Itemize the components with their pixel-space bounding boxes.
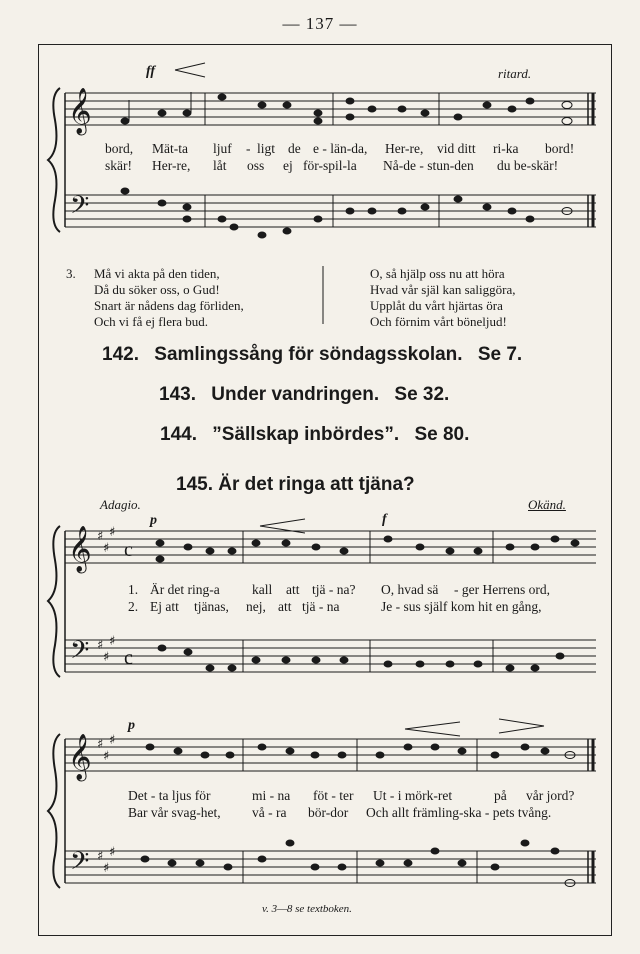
bass-clef-icon: 𝄢 — [70, 191, 90, 226]
svg-text:♯: ♯ — [97, 737, 104, 752]
verse3-right-column: O, så hjälp oss nu att höra Hvad vår själ kan saliggöra, Upplåt du vårt hjärtas öra Och förnim vårt böneljud! — [370, 266, 516, 329]
svg-text:♯: ♯ — [109, 525, 116, 540]
dynamic-f: f — [382, 512, 387, 527]
reference-144: 144. ”Sällskap inbördes”. Se 80. — [160, 424, 470, 445]
tempo-adagio: Adagio. — [100, 497, 141, 512]
svg-text:♯: ♯ — [103, 650, 110, 665]
dynamic-ff: ff — [146, 64, 156, 79]
reference-142: 142. Samlingssång för söndagsskolan. Se 7. — [102, 344, 523, 365]
notes-145-s1-bass — [158, 645, 564, 671]
treble-clef-icon: 𝄞 — [68, 88, 92, 134]
svg-text:𝄞: 𝄞 — [68, 526, 92, 572]
notes-145-s2-bass — [141, 840, 575, 887]
staff-lines-145-s1-treble — [65, 531, 596, 563]
svg-text:♯: ♯ — [97, 849, 104, 864]
staff-lines-145-s2-treble — [65, 739, 596, 771]
dynamic-p: p — [150, 513, 157, 528]
ritard-marking: ritard. — [498, 66, 532, 81]
footnote: v. 3—8 se textboken. — [262, 903, 352, 915]
svg-text:♯: ♯ — [103, 749, 110, 764]
notes-145-s2-treble — [146, 744, 575, 759]
svg-text:c: c — [124, 647, 133, 669]
notes-145-s1-treble — [156, 536, 579, 562]
dynamic-p2: p — [128, 718, 135, 733]
svg-text:c: c — [124, 539, 133, 561]
svg-text:𝄢: 𝄢 — [70, 847, 90, 882]
svg-text:𝄢: 𝄢 — [70, 636, 90, 671]
svg-text:♯: ♯ — [97, 638, 104, 653]
svg-text:♯: ♯ — [103, 541, 110, 556]
composer: Okänd. — [528, 497, 566, 512]
page-number: — 137 — — [282, 14, 358, 33]
hymn-145-title: 145. Är det ringa att tjäna? — [176, 474, 415, 495]
staff-lines-145-s1-bass — [65, 640, 596, 672]
svg-text:♯: ♯ — [103, 861, 110, 876]
verse3-left-column: Må vi akta på den tiden, Då du söker oss, o Gud! Snart är nådens dag förliden, Och vi få ej flera bud. — [94, 266, 244, 329]
notes-top-treble — [121, 92, 572, 125]
svg-text:♯: ♯ — [97, 529, 104, 544]
svg-text:♯: ♯ — [109, 845, 116, 860]
reference-143: 143. Under vandringen. Se 32. — [159, 384, 450, 405]
svg-text:♯: ♯ — [109, 634, 116, 649]
svg-text:♯: ♯ — [109, 733, 116, 748]
verse-number: 3. — [66, 266, 76, 281]
svg-text:𝄞: 𝄞 — [68, 734, 92, 780]
